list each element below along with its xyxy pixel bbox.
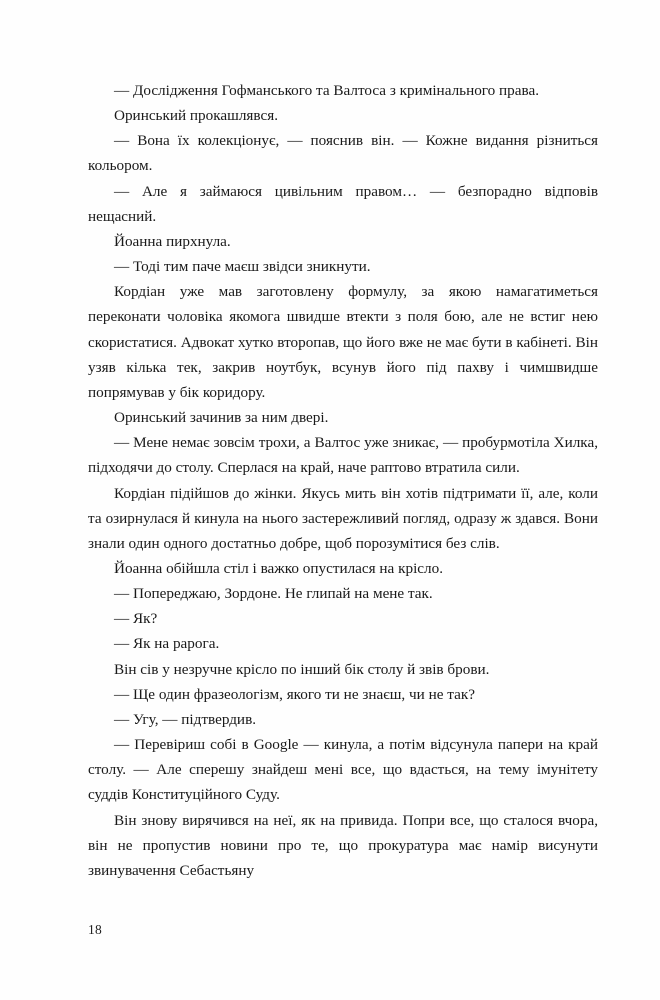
paragraph: — Перевіриш собі в Google — кинула, а потім відсунула папери на край столу. — Але сперешу знайдеш мені все, що вдасться, на тему імунітету суддів Конституційного Суду. [88, 736, 598, 804]
paragraph: Оринський зачинив за ним двері. [114, 409, 329, 427]
paragraph: — Як? [114, 610, 158, 628]
paragraph: Він сів у незручне крісло по інший бік столу й звів брови. [114, 660, 490, 678]
paragraph: Йоанна пирхнула. [114, 232, 231, 250]
paragraph: Він знову вирячився на неї, як на привида. Попри все, що сталося вчора, він не пропустив новини про те, що прокуратура має намір висунути звинувачення Себастьяну [88, 811, 598, 879]
page-number: 18 [88, 922, 102, 937]
paragraph: — Попереджаю, Зордоне. Не глипай на мене так. [114, 585, 433, 603]
paragraph: — Тоді тим паче маєш звідси зникнути. [114, 258, 371, 276]
paragraph: — Ще один фразеологізм, якого ти не знаєш, чи не так? [114, 685, 475, 703]
paragraph: — Угу, — підтвердив. [114, 710, 257, 728]
paragraph: Кордіан підійшов до жінки. Якусь мить він хотів підтримати її, але, коли та озирнулася й кинула на нього застережливий погляд, одразу ж здався. Вони знали один одного достатньо добре, щоб порозумітися без слів. [88, 484, 598, 552]
paragraph: Йоанна обійшла стіл і важко опустилася на крісло. [114, 559, 443, 577]
paragraph: — Вона їх колекціонує, — пояснив він. — Кожне видання різниться кольором. [88, 132, 598, 175]
page-body-text [88, 78, 598, 883]
paragraph: — Але я займаюся цивільним правом… — безпорадно відповів нещасний. [88, 182, 598, 225]
paragraph: Оринський прокашлявся. [114, 107, 278, 125]
paragraph: — Як на рарога. [114, 635, 220, 653]
paragraph: — Мене немає зовсім трохи, а Валтос уже зникає, — пробурмотіла Хилка, підходячи до столу. Сперлася на край, наче раптово втратила сили. [88, 434, 598, 477]
paragraph: Кордіан уже мав заготовлену формулу, за якою намагатиметься переконати чоловіка якомога швидше втекти з поля бою, але не встиг нею скористатися. Адвокат хутко второпав, що його вже не має бути в кабінеті. Він узяв кілька тек, закрив ноутбук, всунув його під пахву і чимшвидше попрямував у бік коридору. [88, 283, 598, 401]
paragraph: — Дослідження Гофманського та Валтоса з кримінального права. [114, 82, 540, 99]
